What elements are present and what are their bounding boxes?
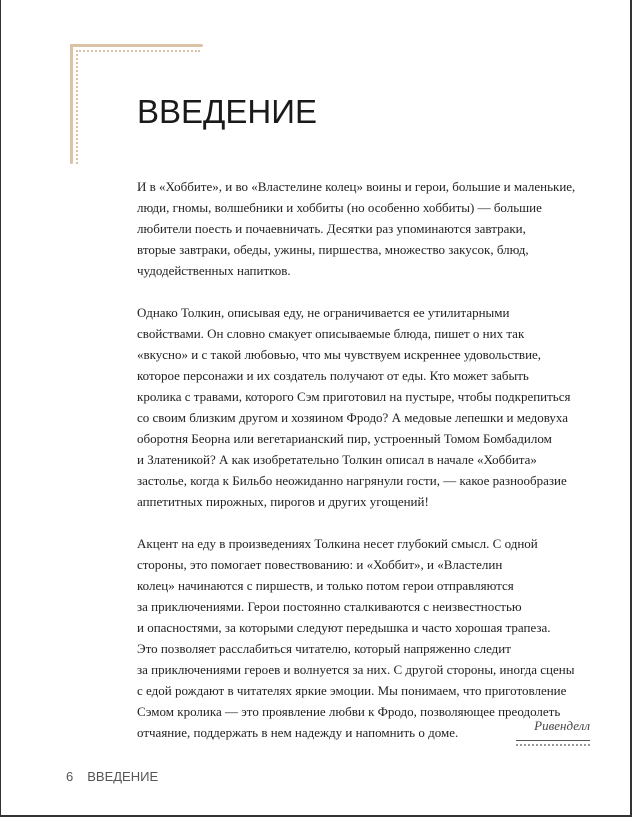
- corner-ornament-dots: [76, 50, 78, 164]
- text-line: вторые завтраки, обеды, ужины, пиршества, множество закусок, блюд,: [137, 242, 529, 257]
- paragraph: [137, 302, 607, 512]
- signature-ornament: [516, 740, 590, 746]
- page-footer: [66, 769, 158, 785]
- text-line: и Златеникой? А как изобретательно Толкин описал в начале «Хоббита»: [137, 452, 537, 467]
- corner-ornament: [70, 44, 203, 47]
- text-line: аппетитных пирожных, пирогов и других угощений!: [137, 494, 429, 509]
- text-line: Это позволяет расслабиться читателю, который напряженно следит: [137, 641, 511, 656]
- text-line: «вкусно» и с такой любовью, что мы чувствуем искреннее удовольствие,: [137, 347, 542, 362]
- text-line: И в «Хоббите», и во «Властелине колец» воины и герои, большие и маленькие,: [137, 179, 576, 194]
- body-text: [137, 176, 607, 743]
- text-line: отчаяние, поддержать в нем надежду и напомнить о доме.: [137, 725, 459, 740]
- text-line: которое персонажи и их создатель получают от еды. Кто может забыть: [137, 368, 529, 383]
- text-line: Однако Толкин, описывая еду, не ограничивается ее утилитарными: [137, 305, 510, 320]
- paragraph: [137, 176, 607, 281]
- text-line: Акцент на еду в произведениях Толкина несет глубокий смысл. С одной: [137, 536, 538, 551]
- text-line: любители поесть и почаевничать. Десятки раз упоминаются завтраки,: [137, 221, 526, 236]
- text-line: за приключениями героев и волнуется за них. С другой стороны, иногда сцены: [137, 662, 575, 677]
- corner-ornament: [70, 44, 73, 164]
- text-line: колец» начинаются с пиршеств, и только потом герои отправляются: [137, 578, 514, 593]
- text-line: с едой рождают в читателях яркие эмоции. Мы понимаем, что приготовление: [137, 683, 567, 698]
- text-line: оборотня Беорна или вегетарианский пир, устроенный Томом Бомбадилом: [137, 431, 552, 446]
- page-title: ВВЕДЕНИЕ: [137, 93, 317, 130]
- text-line: и опасностями, за которыми следуют передышка и часто хорошая трапеза.: [137, 620, 551, 635]
- page-number: 6: [66, 769, 74, 784]
- text-line: за приключениями. Герои постоянно сталкиваются с неизвестностью: [137, 599, 522, 614]
- running-header: ВВЕДЕНИЕ: [87, 769, 159, 784]
- paragraph: [137, 533, 607, 743]
- text-line: люди, гномы, волшебники и хоббиты (но особенно хоббиты) — большие: [137, 200, 542, 215]
- text-line: Сэмом кролика — это проявление любви к Фродо, позволяющее преодолеть: [137, 704, 561, 719]
- corner-ornament-dots: [76, 50, 200, 52]
- signature: Ривенделл: [534, 718, 590, 733]
- text-line: стороны, это помогает повествованию: и «Хоббит», и «Властелин: [137, 557, 503, 572]
- text-line: кролика с травами, которого Сэм приготовил на пустыре, чтобы подкрепиться: [137, 389, 571, 404]
- text-line: застолье, когда к Бильбо неожиданно нагрянули гости, — какое разнообразие: [137, 473, 567, 488]
- text-line: со своим близким другом и хозяином Фродо? А медовые лепешки и медовуха: [137, 410, 568, 425]
- text-line: чудодейственных напитков.: [137, 263, 291, 278]
- text-line: свойствами. Он словно смакует описываемые блюда, пишет о них так: [137, 326, 525, 341]
